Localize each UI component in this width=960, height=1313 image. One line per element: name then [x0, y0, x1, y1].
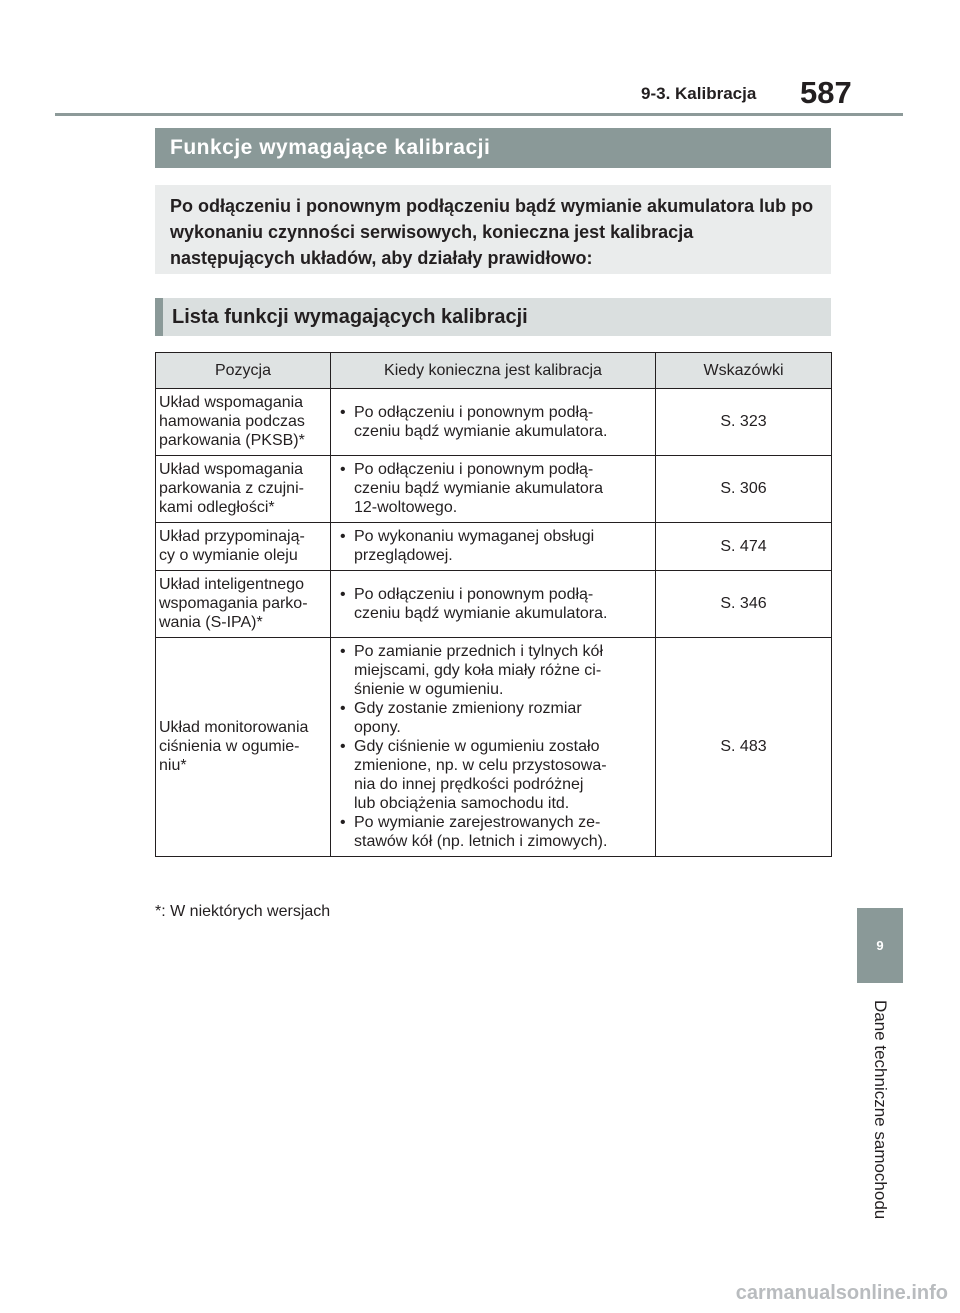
position-line: niu* [159, 757, 187, 774]
header-divider [55, 113, 903, 116]
table-row [156, 638, 832, 857]
list-subtitle: Lista funkcji wymagających kalibracji [155, 298, 831, 336]
calibration-table [155, 352, 832, 857]
list-item: • Po odłączeniu i ponownym podłą- czeniu bądź wymianie akumulatora 12-woltowego. [335, 460, 651, 517]
position-line: parkowania z czujni- [159, 480, 304, 497]
cell-hint: S. 483 [656, 638, 832, 857]
list-item: • Po wykonaniu wymaganej obsługi przeglądowej. [335, 527, 651, 565]
cell-hint: S. 306 [656, 456, 832, 523]
position-line: Układ inteligentnego [159, 576, 304, 593]
table-row [156, 523, 832, 571]
page-number: 587 [800, 75, 852, 110]
position-line: wania (S-IPA)* [159, 614, 263, 631]
chapter-side-label: Dane techniczne samochodu [871, 1000, 890, 1220]
section-heading: 9-3. Kalibracja [641, 84, 757, 103]
list-item: • Po odłączeniu i ponownym podłą- czeniu bądź wymianie akumulatora. [335, 585, 651, 623]
page-title: Funkcje wymagające kalibracji [155, 128, 831, 168]
cell-position [156, 389, 331, 456]
cell-when [331, 571, 656, 638]
cell-when [331, 389, 656, 456]
cell-position [156, 571, 331, 638]
cell-when [331, 638, 656, 857]
column-header-position: Pozycja [156, 353, 331, 389]
cell-hint: S. 346 [656, 571, 832, 638]
list-item: • Po wymianie zarejestrowanych ze- stawów kół (np. letnich i zimowych). [335, 813, 651, 851]
position-line: parkowania (PKSB)* [159, 432, 305, 449]
list-item: • Gdy ciśnienie w ogumieniu zostało zmienione, np. w celu przystosowa- nia do innej prędkości podróżnej lub obciążenia samochodu itd. [335, 737, 651, 813]
cell-when [331, 456, 656, 523]
cell-hint: S. 474 [656, 523, 832, 571]
intro-paragraph: Po odłączeniu i ponownym podłączeniu bądź wymianie akumulatora lub po wykonaniu czynności serwisowych, konieczna jest kalibracja następujących układów, aby działały prawidłowo: [155, 185, 831, 274]
table-row [156, 389, 832, 456]
chapter-tab: 9 [857, 908, 903, 983]
cell-position [156, 523, 331, 571]
position-line: hamowania podczas [159, 413, 305, 430]
cell-hint: S. 323 [656, 389, 832, 456]
position-line: Układ przypominają- [159, 528, 305, 545]
position-line: kami odległości* [159, 499, 275, 516]
cell-when [331, 523, 656, 571]
position-line: Układ wspomagania [159, 394, 304, 411]
table-row [156, 571, 832, 638]
watermark: carmanualsonline.info [735, 1282, 948, 1304]
position-line: Układ wspomagania [159, 461, 304, 478]
list-item: • Po zamianie przednich i tylnych kół miejscami, gdy koła miały różne ci- śnienie w ogumieniu. [335, 642, 651, 699]
table-row [156, 456, 832, 523]
cell-position [156, 456, 331, 523]
column-header-hints: Wskazówki [656, 353, 832, 389]
table-header-row [156, 353, 832, 389]
position-line: cy o wymianie oleju [159, 547, 298, 564]
cell-position [156, 638, 331, 857]
position-line: wspomagania parko- [159, 595, 308, 612]
position-line: ciśnienia w ogumie- [159, 738, 300, 755]
list-item: • Gdy zostanie zmieniony rozmiar opony. [335, 699, 651, 737]
footnote: *: W niektórych wersjach [155, 903, 331, 920]
position-line: Układ monitorowania [159, 719, 309, 736]
list-item: • Po odłączeniu i ponownym podłą- czeniu bądź wymianie akumulatora. [335, 403, 651, 441]
column-header-when: Kiedy konieczna jest kalibracja [331, 353, 656, 389]
